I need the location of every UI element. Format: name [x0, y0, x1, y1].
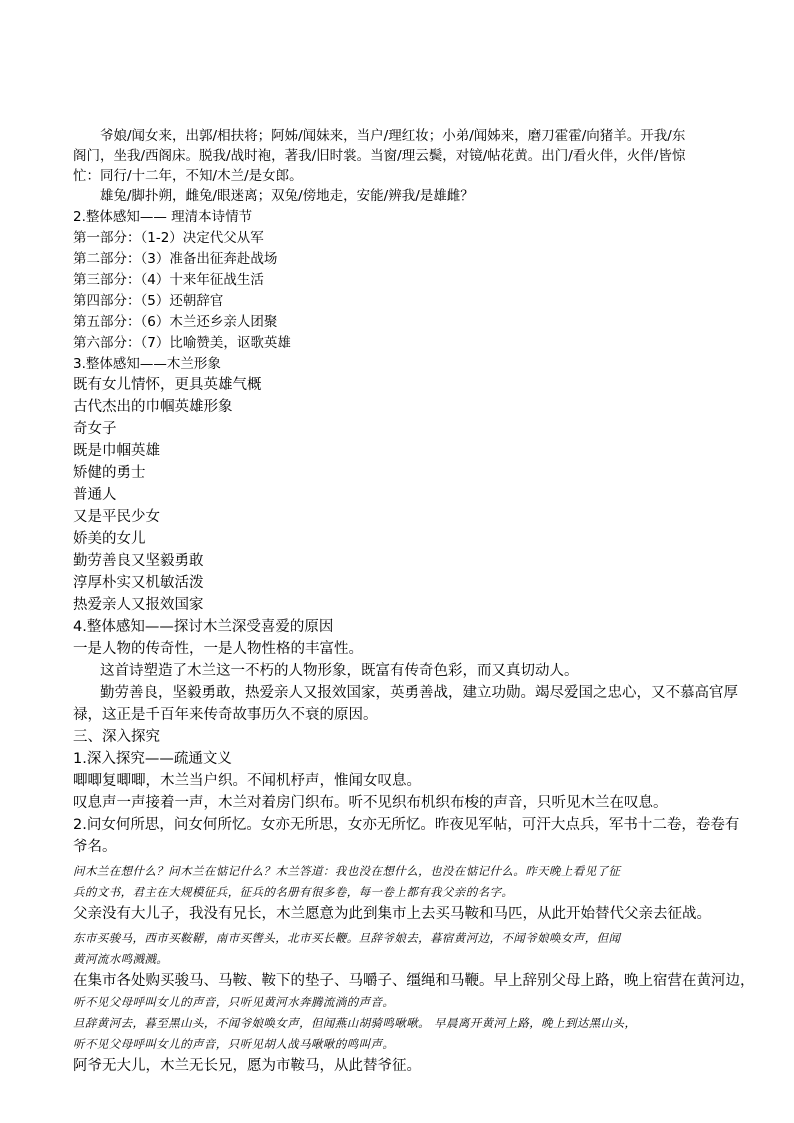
list-item: 勤劳善良又坚毅勇敢 — [73, 553, 204, 569]
list-item: 娇美的女儿 — [73, 531, 146, 547]
translation-line: 东市买骏马，西市买鞍鞯，南市买辔头，北市买长鞭。旦辞爷娘去，暮宿黄河边，不闻爷娘唤女声，但闻 — [73, 931, 621, 945]
text-line: 唧唧复唧唧，木兰当户织。不闻机杼声，惟闻女叹息。 — [73, 773, 421, 789]
list-item: 又是平民少女 — [73, 509, 160, 525]
list-item: 既是巾帼英雄 — [73, 443, 160, 459]
paragraph: 禄，这正是千百年来传奇故事历久不衰的原因。 — [73, 707, 378, 723]
text-line: 叹息声一声接着一声，木兰对着房门织布。听不见织布机织布梭的声音，只听见木兰在叹息。 — [73, 795, 668, 811]
translation-line: 黄河流水鸣溅溅。 — [73, 952, 169, 966]
plot-part: 第六部分：（7）比喻赞美，讴歌英雄 — [73, 335, 291, 351]
list-item: 热爱亲人又报效国家 — [73, 597, 204, 613]
paragraph: 这首诗塑造了木兰这一不朽的人物形象，既富有传奇色彩，而又真切动人。 — [100, 663, 579, 679]
section-heading: 2.整体感知—— 理清本诗情节 — [73, 209, 253, 225]
section-heading: 1.深入探究——疏通文义 — [73, 751, 232, 767]
translation-line: 兵的文书，君主在大规模征兵，征兵的名册有很多卷，每一卷上都有我父亲的名字。 — [73, 885, 514, 899]
text-line: 爷名。 — [73, 839, 117, 855]
text-line: 一是人物的传奇性，一是人物性格的丰富性。 — [73, 641, 363, 657]
plot-part: 第四部分：（5）还朝辞官 — [73, 293, 224, 309]
poem-line: 阁门，坐我/西阁床。脱我/战时袍，著我/旧时裳。当窗/理云鬓，对镜/帖花黄。出门/看火伴，火伴/皆惊 — [73, 148, 686, 164]
plot-part: 第三部分：（4）十来年征战生活 — [73, 272, 264, 288]
text-line: 阿爷无大儿，木兰无长兄，愿为市鞍马，从此替爷征。 — [73, 1058, 421, 1074]
plot-part: 第五部分：（6）木兰还乡亲人团聚 — [73, 314, 278, 330]
list-item: 奇女子 — [73, 421, 117, 437]
plot-part: 第二部分：（3）准备出征奔赴战场 — [73, 251, 278, 267]
translation-line: 听不见父母呼叫女儿的声音，只听见胡人战马啾啾的鸣叫声。 — [73, 1037, 395, 1051]
translation-line: 听不见父母呼叫女儿的声音，只听见黄河水奔腾流淌的声音。 — [73, 995, 395, 1009]
list-item: 古代杰出的巾帼英雄形象 — [73, 399, 233, 415]
list-item: 既有女儿情怀，更具英雄气概 — [73, 377, 262, 393]
list-item: 淳厚朴实又机敏活泼 — [73, 575, 204, 591]
section-heading: 3.整体感知——木兰形象 — [73, 356, 221, 372]
text-line: 在集市各处购买骏马、马鞍、鞍下的垫子、马嚼子、缰绳和马鞭。早上辞别父母上路，晚上宿营在黄河边， — [73, 973, 755, 989]
text-line: 父亲没有大儿子，我没有兄长，木兰愿意为此到集市上去买马鞍和马匹，从此开始替代父亲去征战。 — [73, 906, 711, 922]
poem-line: 爷娘/闻女来，出郭/相扶将；阿姊/闻妹来，当户/理红妆；小弟/闻姊来，磨刀霍霍/向猪羊。开我/东 — [100, 128, 686, 144]
plot-part: 第一部分：（1-2）决定代父从军 — [73, 230, 264, 246]
paragraph: 勤劳善良，坚毅勇敢，热爱亲人又报效国家，英勇善战，建立功勋。竭尽爱国之忠心，又不慕高官厚 — [100, 685, 738, 701]
text-line: 2.问女何所思，问女何所忆。女亦无所思，女亦无所忆。昨夜见军帖，可汗大点兵，军书十二卷，卷卷有 — [73, 817, 740, 833]
part-heading: 三、深入探究 — [73, 729, 160, 745]
poem-line: 雄兔/脚扑朔，雌兔/眼迷离；双兔/傍地走，安能/辨我/是雄雌？ — [100, 188, 474, 204]
poem-line: 忙：同行/十二年，不知/木兰/是女郎。 — [73, 168, 303, 184]
section-heading: 4.整体感知——探讨木兰深受喜爱的原因 — [73, 619, 334, 635]
list-item: 普通人 — [73, 487, 117, 503]
translation-line: 旦辞黄河去，暮至黑山头，不闻爷娘唤女声，但闻燕山胡骑鸣啾啾。 早晨离开黄河上路，晚上到达黑山头， — [73, 1016, 637, 1030]
list-item: 矫健的勇士 — [73, 465, 146, 481]
translation-line: 问木兰在想什么？问木兰在惦记什么？木兰答道：我也没在想什么，也没在惦记什么。昨天晚上看见了征 — [73, 864, 621, 878]
